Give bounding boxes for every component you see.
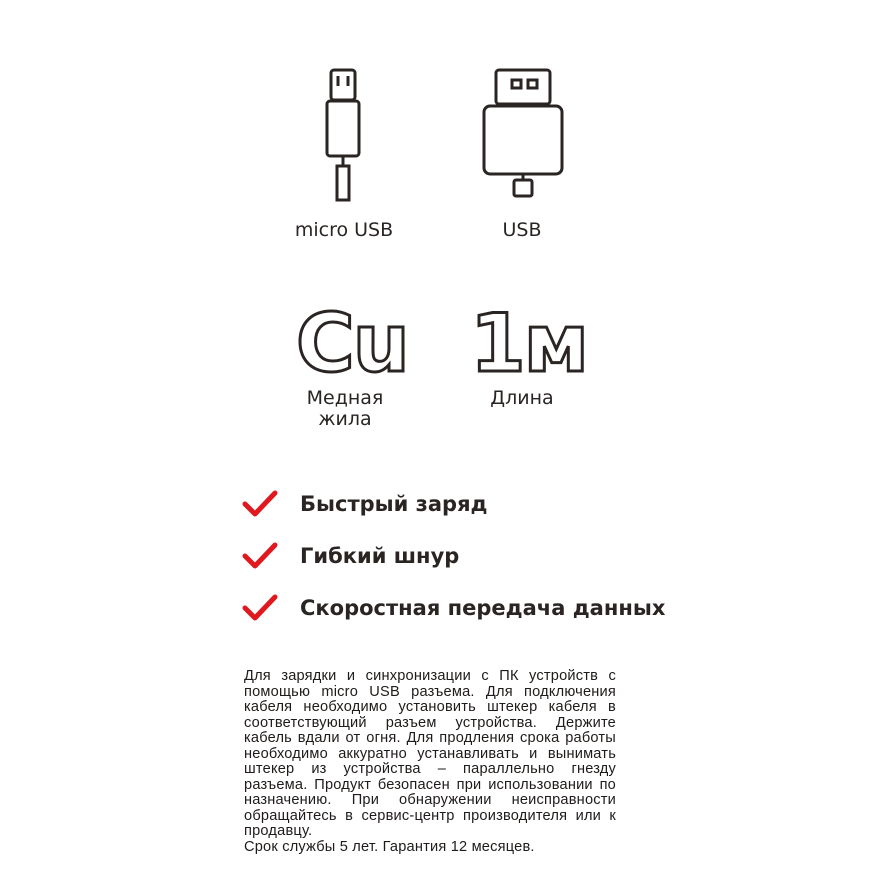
checkmark-icon — [242, 593, 278, 623]
material-label: Медная жила — [306, 387, 384, 430]
micro-usb-connector-icon — [318, 64, 368, 206]
checkmark-icon — [242, 489, 278, 519]
length-label: Длина — [490, 387, 554, 409]
material-value: Cu — [296, 297, 408, 390]
feature-item — [242, 538, 665, 574]
feature-label: Скоростная передача данных — [300, 596, 666, 620]
length-value: 1м — [470, 297, 588, 390]
feature-item — [242, 486, 665, 522]
checkmark-icon — [242, 541, 278, 571]
usb-connector-icon — [478, 62, 570, 202]
feature-item — [242, 590, 665, 626]
features-list — [242, 486, 665, 626]
feature-label: Быстрый заряд — [300, 492, 488, 516]
usb-label: USB — [502, 219, 542, 241]
feature-label: Гибкий шнур — [300, 544, 460, 568]
description-text: Для зарядки и синхронизации с ПК устройств с помощью micro USB разъема. Для подключения кабеля необходимо установить штекер кабеля в соответствующий разъем устройства. Держите кабель вдали от огня. Для продления срока работы необходимо аккуратно устанавливать и вынимать штекер из устройства – параллельно гнезду разъема. Продукт безопасен при использовании по назначению. При обнаружении неисправности обращайтесь в сервис-центр производителя или к продавцу. — [244, 668, 616, 839]
service-life-text: Срок службы 5 лет. Гарантия 12 месяцев. — [244, 838, 535, 855]
micro-usb-label: micro USB — [294, 219, 394, 241]
product-description — [244, 669, 616, 855]
